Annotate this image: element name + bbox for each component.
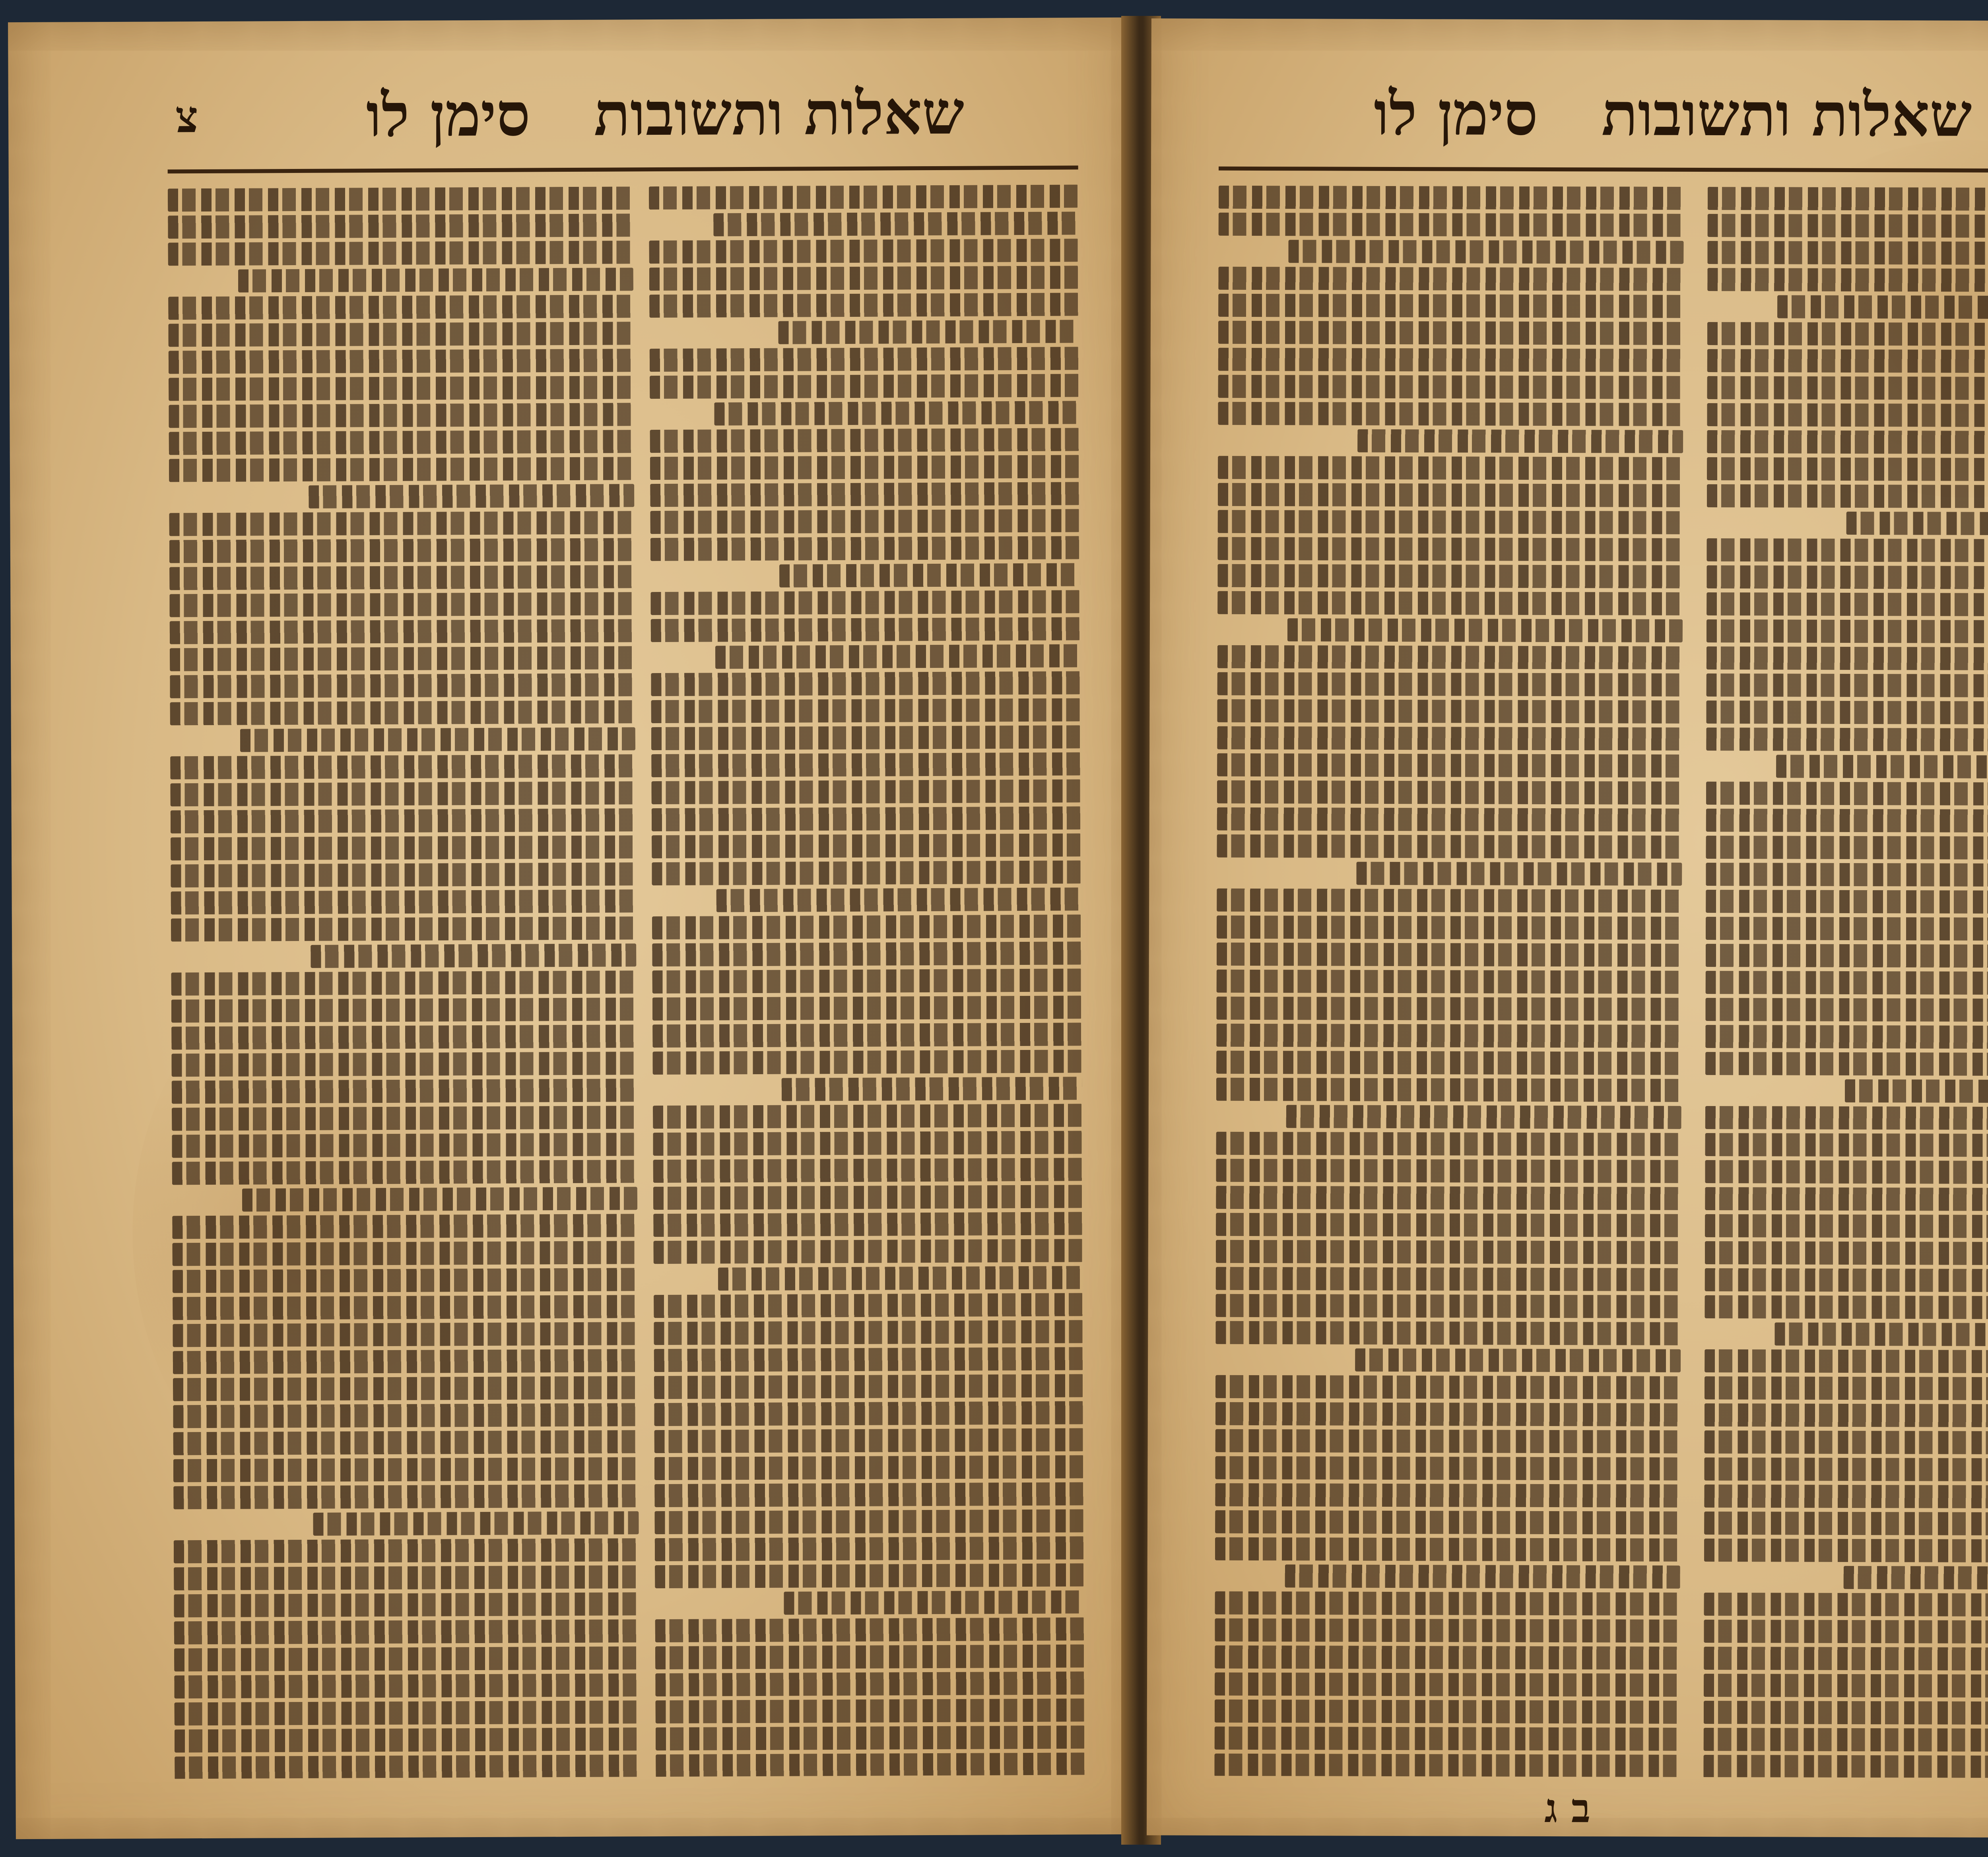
running-head-title: שאלות ותשובות: [1602, 79, 1972, 150]
running-head-section: סימן לו: [1374, 79, 1538, 149]
running-head-title: שאלות ותשובות: [594, 78, 964, 149]
running-head-section: סימן לו: [366, 80, 530, 150]
folio-mark: צ: [175, 91, 198, 143]
signature-mark: ב ג: [1544, 1785, 1590, 1832]
